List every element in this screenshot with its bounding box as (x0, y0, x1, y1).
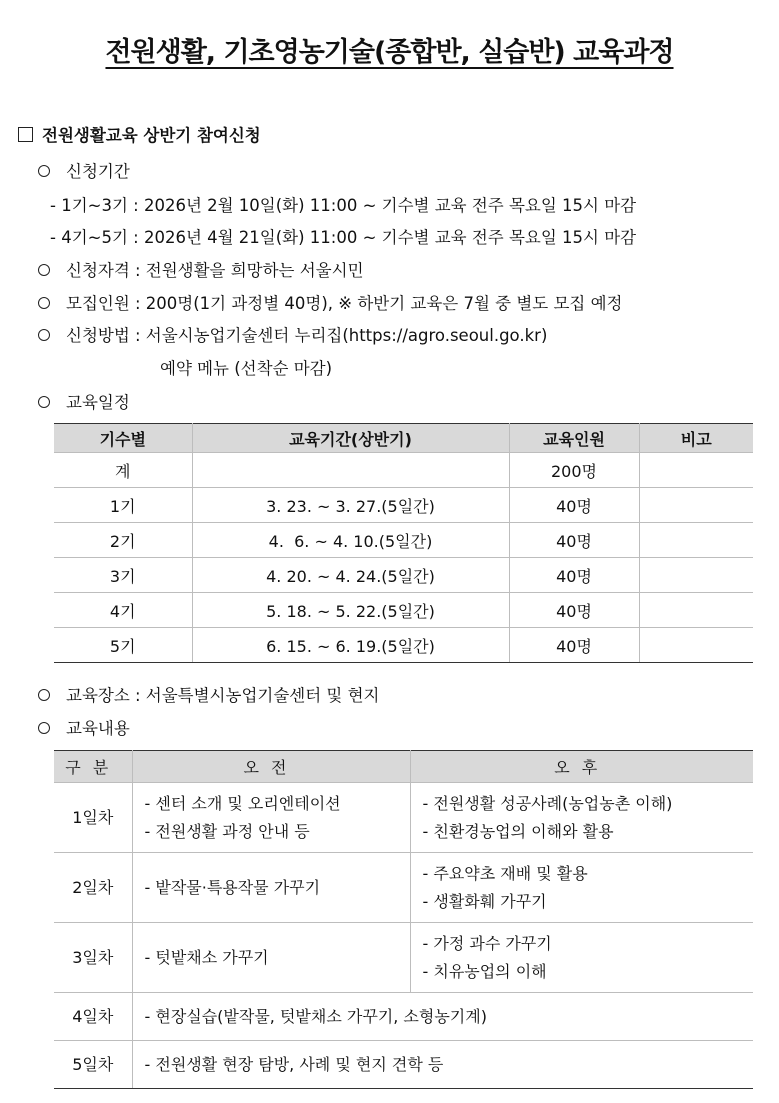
cell-period: 4. 20. ~ 4. 24.(5일간) (192, 558, 509, 593)
cell-line: - 생활화훼 가꾸기 (422, 891, 547, 911)
method-line: 신청방법 : 서울시농업기술센터 누리집(https://agro.seoul.go.kr) (38, 322, 547, 346)
table-row (54, 783, 753, 853)
table-row (54, 628, 753, 663)
table-row (54, 923, 753, 993)
table-row (54, 593, 753, 628)
method-line-2: 예약 메뉴 (선착순 마감) (160, 359, 333, 378)
table-row (54, 488, 753, 523)
cell-day: 4일차 (54, 993, 132, 1041)
venue-line: 교육장소 : 서울특별시농업기술센터 및 현지 (38, 682, 379, 706)
header-division: 구분 (54, 751, 132, 783)
cell-people: 40명 (509, 593, 639, 628)
header-period: 교육기간(상반기) (192, 424, 509, 453)
cell-line: - 전원생활 과정 안내 등 (144, 821, 310, 841)
table-row (54, 523, 753, 558)
circle-bullet-icon (38, 264, 50, 276)
cell-period: 3. 23. ~ 3. 27.(5일간) (192, 488, 509, 523)
circle-bullet-icon (38, 297, 50, 309)
cell-line: - 전원생활 성공사례(농업농촌 이해) (422, 793, 673, 813)
cell-line: - 밭작물·특용작물 가꾸기 (144, 877, 321, 897)
cell-people: 40명 (509, 628, 639, 663)
cell-term: 3기 (54, 558, 192, 593)
table-row (54, 453, 753, 488)
cell-afternoon (410, 783, 753, 853)
header-morning: 오전 (132, 751, 410, 783)
cell-people: 200명 (509, 453, 639, 488)
cell-line: - 주요약초 재배 및 활용 (422, 863, 588, 883)
cell-period (192, 453, 509, 488)
cell-line: - 텃밭채소 가꾸기 (144, 947, 269, 967)
cell-line: - 친환경농업의 이해와 활용 (422, 821, 614, 841)
header-note: 비고 (639, 424, 753, 453)
table-row (54, 1041, 753, 1089)
cell-period: 5. 18. ~ 5. 22.(5일간) (192, 593, 509, 628)
cell-morning (132, 923, 410, 993)
cell-line: - 치유농업의 이해 (422, 961, 547, 981)
cell-people: 40명 (509, 523, 639, 558)
schedule-label: 교육일정 (38, 389, 130, 413)
cell-day: 5일차 (54, 1041, 132, 1089)
cell-people: 40명 (509, 558, 639, 593)
cell-note (639, 488, 753, 523)
cell-full-day: - 현장실습(밭작물, 텃밭채소 가꾸기, 소형농기계) (132, 993, 753, 1041)
eligibility-line: 신청자격 : 전원생활을 희망하는 서울시민 (38, 257, 364, 281)
header-term: 기수별 (54, 424, 192, 453)
cell-note (639, 453, 753, 488)
cell-note (639, 628, 753, 663)
cell-afternoon (410, 853, 753, 923)
cell-term: 1기 (54, 488, 192, 523)
cell-morning (132, 783, 410, 853)
cell-note (639, 523, 753, 558)
table-row (54, 558, 753, 593)
circle-bullet-icon (38, 165, 50, 177)
cell-day: 2일차 (54, 853, 132, 923)
cell-note (639, 593, 753, 628)
table-row (54, 993, 753, 1041)
schedule-table (54, 423, 753, 663)
content-label: 교육내용 (38, 715, 130, 739)
cell-day: 3일차 (54, 923, 132, 993)
cell-period: 6. 15. ~ 6. 19.(5일간) (192, 628, 509, 663)
table-row (54, 853, 753, 923)
document-title: 전원생활, 기초영농기술(종합반, 실습반) 교육과정 (105, 37, 674, 68)
cell-term: 계 (54, 453, 192, 488)
cell-note (639, 558, 753, 593)
section-heading: 전원생활교육 상반기 참여신청 (18, 122, 261, 146)
period-label: 신청기간 (38, 158, 130, 182)
table-header-row (54, 751, 753, 783)
period-line-2: - 4기~5기 : 2026년 4월 21일(화) 11:00 ~ 기수별 교육 전주 목요일 15시 마감 (50, 228, 637, 247)
cell-line: - 센터 소개 및 오리엔테이션 (144, 793, 341, 813)
cell-term: 5기 (54, 628, 192, 663)
cell-period: 4. 6. ~ 4. 10.(5일간) (192, 523, 509, 558)
circle-bullet-icon (38, 329, 50, 341)
cell-line: - 가정 과수 가꾸기 (422, 933, 552, 953)
cell-term: 2기 (54, 523, 192, 558)
table-header-row (54, 424, 753, 453)
period-line-1: - 1기~3기 : 2026년 2월 10일(화) 11:00 ~ 기수별 교육 전주 목요일 15시 마감 (50, 196, 637, 215)
cell-term: 4기 (54, 593, 192, 628)
circle-bullet-icon (38, 689, 50, 701)
content-table (54, 750, 753, 1089)
cell-full-day: - 전원생활 현장 탐방, 사례 및 현지 견학 등 (132, 1041, 753, 1089)
cell-people: 40명 (509, 488, 639, 523)
cell-day: 1일차 (54, 783, 132, 853)
circle-bullet-icon (38, 722, 50, 734)
circle-bullet-icon (38, 396, 50, 408)
header-afternoon: 오후 (410, 751, 753, 783)
cell-afternoon (410, 923, 753, 993)
recruit-line: 모집인원 : 200명(1기 과정별 40명), ※ 하반기 교육은 7월 중 별도 모집 예정 (38, 290, 622, 314)
header-people: 교육인원 (509, 424, 639, 453)
cell-morning (132, 853, 410, 923)
checkbox-square-icon (18, 127, 33, 142)
